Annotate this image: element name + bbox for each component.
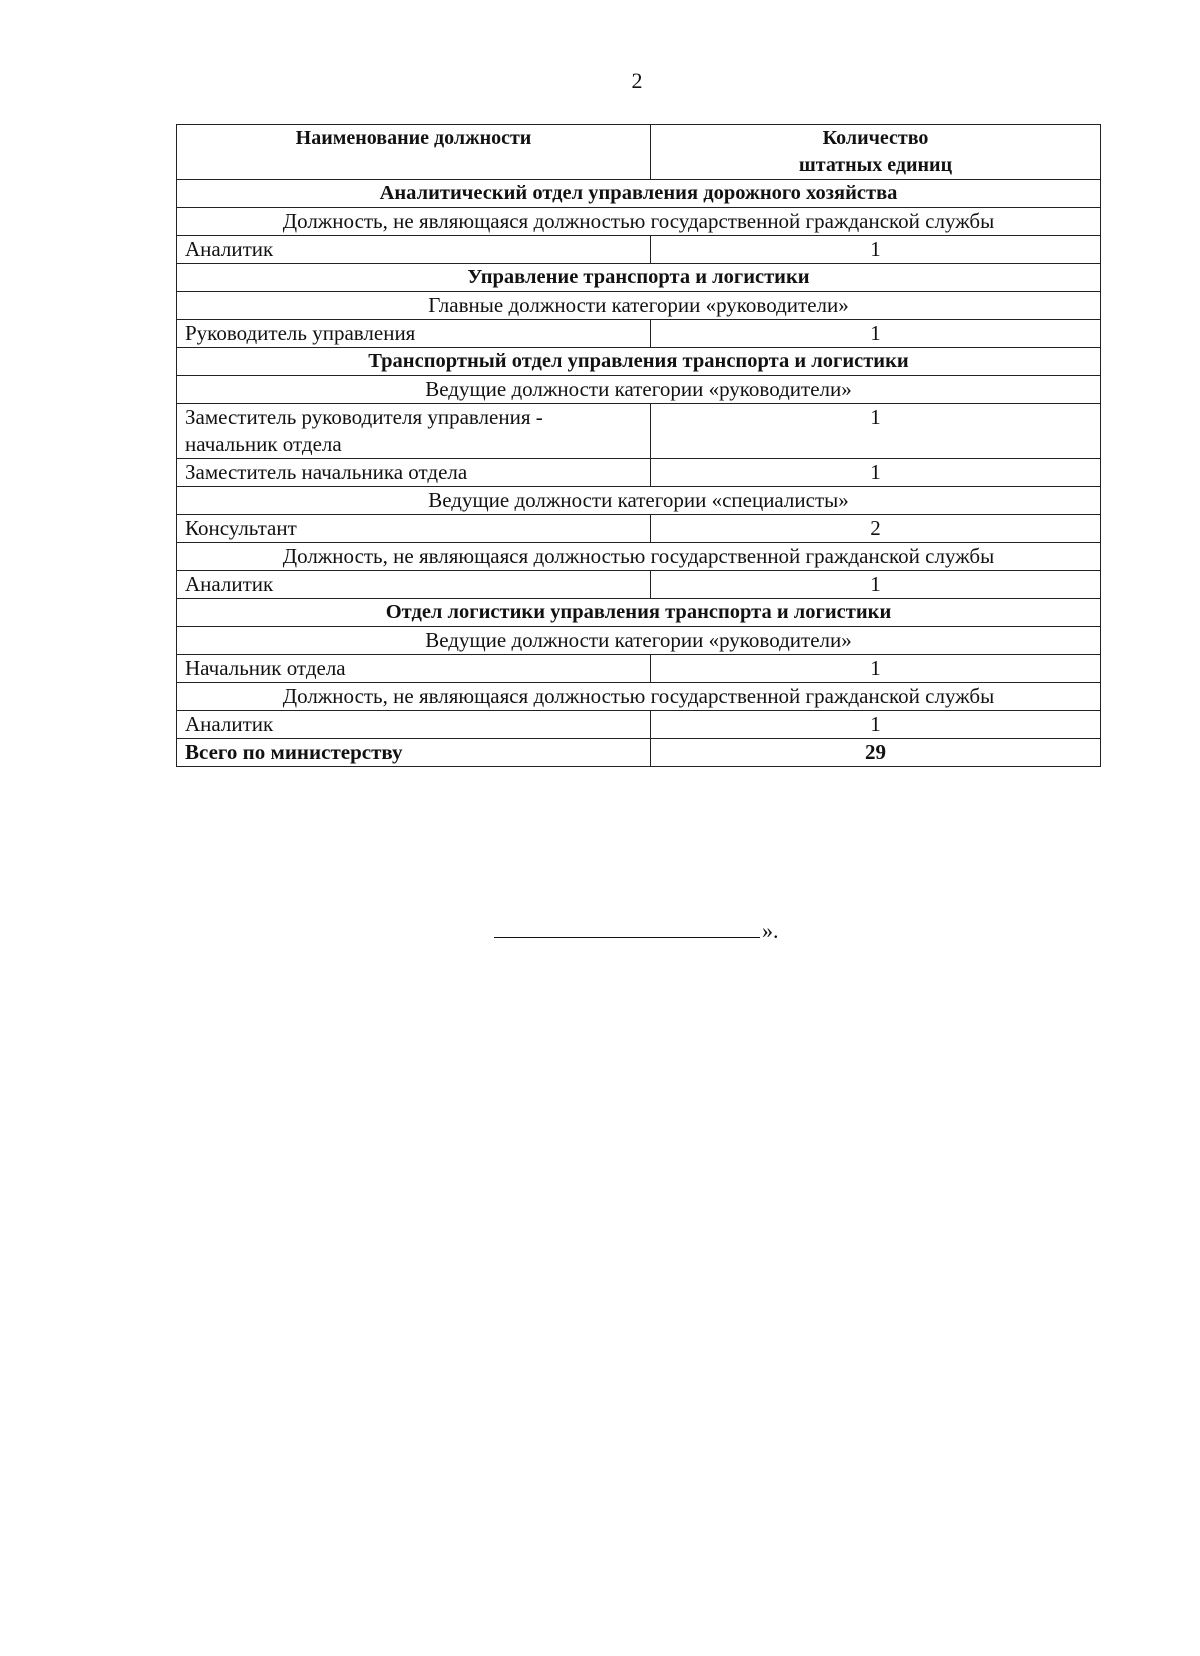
department-row [177, 348, 1101, 376]
position-name: Руководитель управления [177, 320, 651, 348]
position-row [177, 236, 1101, 264]
category-title: Ведущие должности категории «специалисты» [177, 487, 1101, 515]
category-title: Должность, не являющаяся должностью государственной гражданской службы [177, 543, 1101, 571]
header-position-name: Наименование должности [177, 125, 651, 180]
closing-underline [494, 919, 760, 938]
position-row [177, 320, 1101, 348]
category-row [177, 376, 1101, 404]
department-row [177, 599, 1101, 627]
total-row [177, 739, 1101, 767]
staff-count: 1 [651, 571, 1101, 599]
position-name: Аналитик [177, 571, 651, 599]
staff-count: 1 [651, 320, 1101, 348]
table-header-row [177, 125, 1101, 180]
position-name: Аналитик [177, 236, 651, 264]
header-staff-count-line1: Количество [822, 127, 929, 149]
category-title: Ведущие должности категории «руководители» [177, 376, 1101, 404]
total-count: 29 [651, 739, 1101, 767]
position-name: Заместитель начальника отдела [177, 459, 651, 487]
page-number: 2 [631, 68, 643, 93]
closing-quote: ». [762, 918, 779, 943]
position-row [177, 459, 1101, 487]
category-row [177, 208, 1101, 236]
position-name: Аналитик [177, 711, 651, 739]
total-label: Всего по министерству [177, 739, 651, 767]
department-title: Транспортный отдел управления транспорта и логистики [177, 348, 1101, 376]
position-row [177, 711, 1101, 739]
department-title: Отдел логистики управления транспорта и логистики [177, 599, 1101, 627]
position-name-line1: Заместитель руководителя управления - [185, 405, 543, 429]
position-row [177, 571, 1101, 599]
staff-count: 2 [651, 515, 1101, 543]
category-row [177, 487, 1101, 515]
staffing-table [176, 124, 1101, 767]
position-name [177, 404, 651, 459]
header-staff-count [651, 125, 1101, 180]
position-row [177, 404, 1101, 459]
position-row [177, 655, 1101, 683]
header-staff-count-line2: штатных единиц [798, 154, 953, 176]
department-title: Управление транспорта и логистики [177, 264, 1101, 292]
staff-count: 1 [651, 404, 1101, 459]
position-name: Консультант [177, 515, 651, 543]
category-row [177, 627, 1101, 655]
staff-count: 1 [651, 459, 1101, 487]
category-row [177, 543, 1101, 571]
position-name-line2: начальник отдела [185, 432, 342, 456]
staff-count: 1 [651, 655, 1101, 683]
category-title: Главные должности категории «руководители» [177, 292, 1101, 320]
category-title: Должность, не являющаяся должностью государственной гражданской службы [177, 683, 1101, 711]
category-row [177, 683, 1101, 711]
department-row [177, 180, 1101, 208]
category-title: Должность, не являющаяся должностью государственной гражданской службы [177, 208, 1101, 236]
position-name: Начальник отдела [177, 655, 651, 683]
closing-mark [494, 918, 779, 944]
staff-count: 1 [651, 711, 1101, 739]
department-row [177, 264, 1101, 292]
staff-count: 1 [651, 236, 1101, 264]
position-row [177, 515, 1101, 543]
department-title: Аналитический отдел управления дорожного хозяйства [177, 180, 1101, 208]
category-title: Ведущие должности категории «руководители» [177, 627, 1101, 655]
category-row [177, 292, 1101, 320]
